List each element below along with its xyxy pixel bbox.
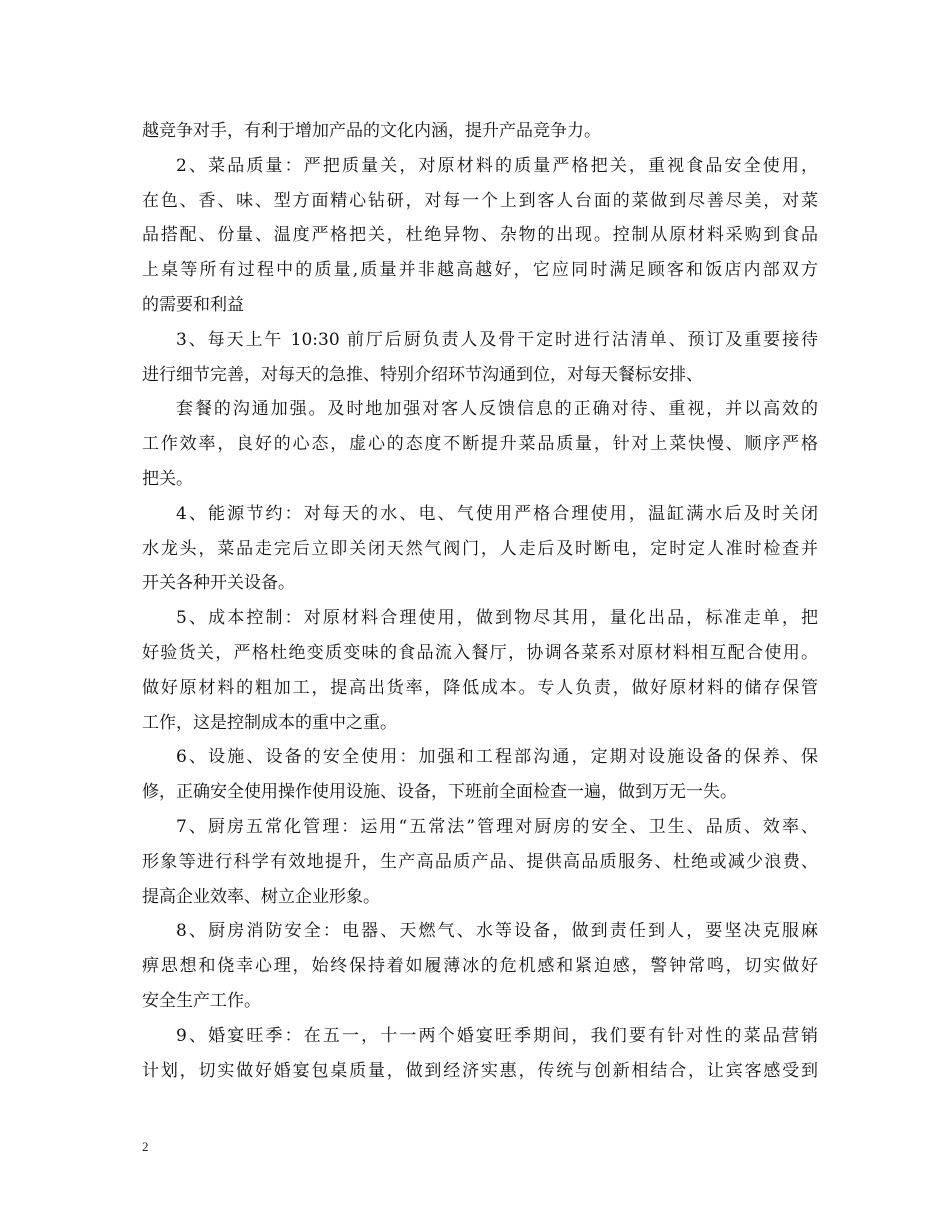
text-line: 的需要和利益 [142, 294, 244, 315]
paragraph-3-start: 3、每天上午 10:30 前厅后厨负责人及骨干定时进行沽清单、预订及重要接待 [176, 329, 818, 350]
paragraph-5-start: 5、成本控制：对原材料合理使用，做到物尽其用，量化出品，标准走单，把 [176, 608, 818, 629]
text-line: 好验货关，严格杜绝变质变味的食品流入餐厅，协调各菜系对原材料相互配合使用。 [142, 642, 818, 663]
text-line: 工作效率，良好的心态，虚心的态度不断提升菜品质量，针对上菜快慢、顺序严格 [142, 434, 818, 455]
paragraph-6-start: 6、设施、设备的安全使用：加强和工程部沟通，定期对设施设备的保养、保 [176, 747, 818, 768]
text-line: 工作，这是控制成本的重中之重。 [142, 712, 397, 733]
text-line: 计划，切实做好婚宴包桌质量，做到经济实惠，传统与创新相结合，让宾客感受到 [142, 1060, 818, 1081]
page-number: 2 [142, 1139, 149, 1154]
text-line: 水龙头，菜品走完后立即关闭天然气阀门，人走后及时断电，定时定人准时检查并 [142, 538, 818, 559]
text-line: 开关各种开关设备。 [142, 573, 295, 594]
document-body [142, 114, 818, 1088]
text-line: 进行细节完善，对每天的急推、特别介绍环节沟通到位，对每天餐标安排、 [142, 364, 703, 385]
text-line: 形象等进行科学有效地提升，生产高品质产品、提供高品质服务、杜绝或减少浪费、 [142, 851, 818, 872]
text-line: 把关。 [142, 468, 193, 489]
text-line: 提高企业效率、树立企业形象。 [142, 886, 380, 907]
paragraph-4-start: 4、能源节约：对每天的水、电、气使用严格合理使用，温缸满水后及时关闭 [176, 503, 818, 524]
text-line: 越竞争对手，有利于增加产品的文化内涵，提升产品竞争力。 [142, 121, 601, 141]
text-line: 修，正确安全使用操作使用设施、设备，下班前全面检查一遍，做到万无一失。 [142, 782, 737, 803]
paragraph-2-start: 2、菜品质量：严把质量关，对原材料的质量严格把关，重视食品安全使用， [176, 155, 818, 176]
paragraph-9-start: 9、婚宴旺季：在五一，十一两个婚宴旺季期间，我们要有针对性的菜品营销 [176, 1025, 818, 1046]
paragraph-7-start: 7、厨房五常化管理：运用“五常法”管理对厨房的安全、卫生、品质、效率、 [176, 816, 818, 837]
text-line: 品搭配、份量、温度严格把关，杜绝异物、杂物的出现。控制从原材料采购到食品 [142, 225, 818, 246]
text-line: 套餐的沟通加强。及时地加强对客人反馈信息的正确对待、重视，并以高效的 [176, 399, 818, 420]
paragraph-8-start: 8、厨房消防安全：电器、天燃气、水等设备，做到责任到人，要坚决克服麻 [176, 921, 818, 942]
text-line: 安全生产工作。 [142, 990, 261, 1011]
text-line: 在色、香、味、型方面精心钻研，对每一个上到客人台面的菜做到尽善尽美，对菜 [142, 190, 818, 211]
text-line: 痹思想和侥幸心理，始终保持着如履薄冰的危机感和紧迫感，警钟常鸣，切实做好 [142, 956, 818, 977]
text-line: 上桌等所有过程中的质量,质量并非越高越好，它应同时满足顾客和饭店内部双方 [142, 260, 818, 281]
text-line: 做好原材料的粗加工，提高出货率，降低成本。专人负责，做好原材料的储存保管 [142, 677, 818, 698]
